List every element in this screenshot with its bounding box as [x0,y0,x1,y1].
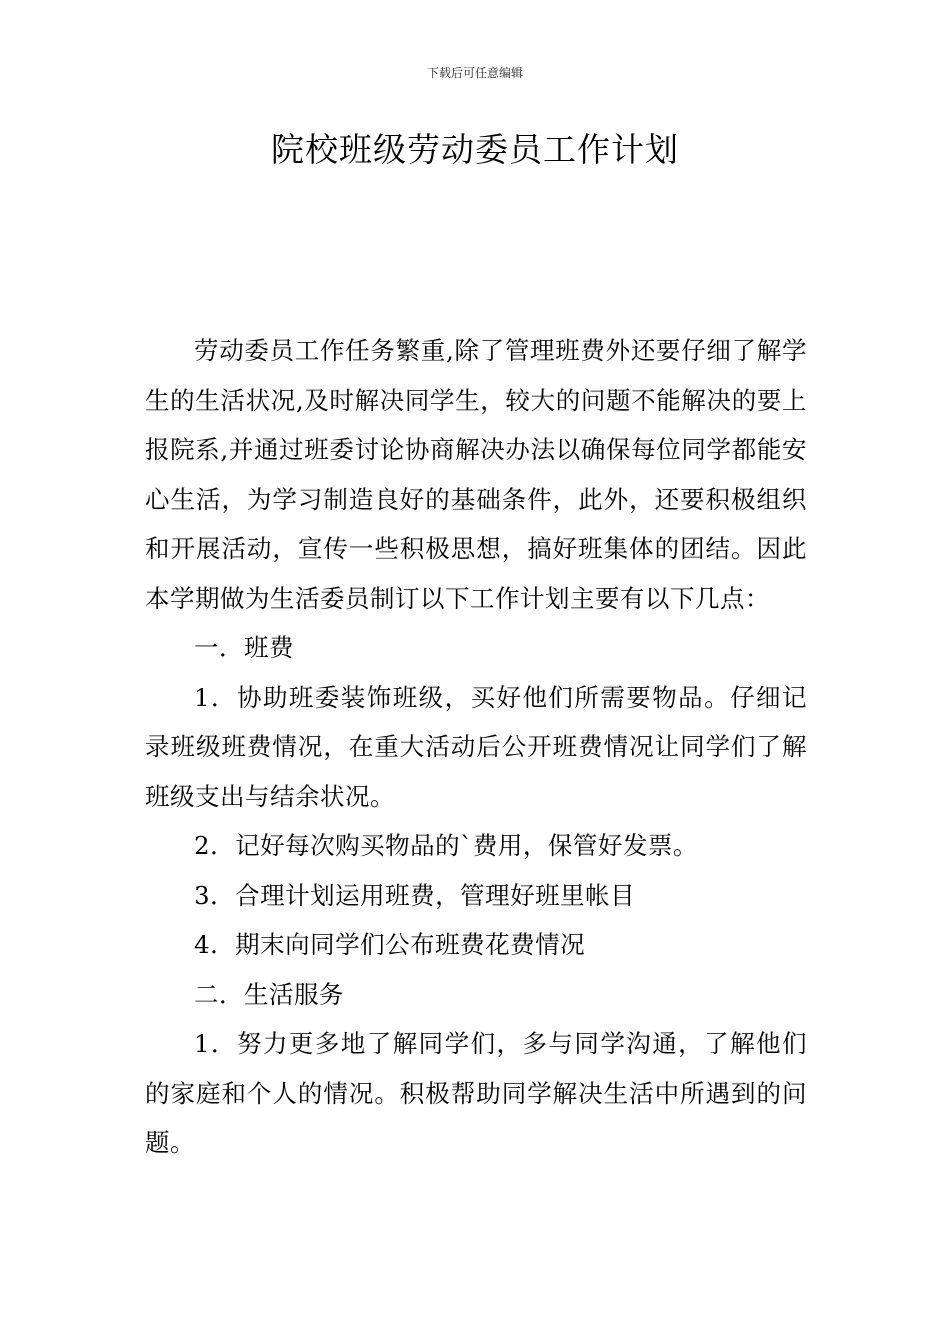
list-item: 3．合理计划运用班费，管理好班里帐目 [194,880,636,910]
header-note: 下载后可任意编辑 [426,66,523,80]
list-item: 4．期末向同学们公布班费花费情况 [194,930,586,959]
document-body [145,326,807,1168]
list-item: 2．记好每次购买物品的`费用，保管好发票。 [194,831,698,860]
intro-paragraph: 劳动委员工作任务繁重,除了管理班费外还要仔细了解学生的生活状况,及时解决同学生，较大的问题不能解决的要上报院系,并通过班委讨论协商解决办法以确保每位同学都能安心生活，为学习制造良好的基础条件，此外，还要积极组织和开展活动，宣传一些积极思想，搞好班集体的团结。因此本学期做为生活委员制订以下工作计划主要有以下几点： [145,336,807,613]
document-title: 院校班级劳动委员工作计划 [271,130,679,169]
list-item: 1．努力更多地了解同学们，多与同学沟通，了解他们的家庭和个人的情况。积极帮助同学解决生活中所遇到的问题。 [145,1029,807,1157]
list-item: 1．协助班委装饰班级，买好他们所需要物品。仔细记录班级班费情况，在重大活动后公开班费情况让同学们了解班级支出与结余状况。 [145,682,807,811]
section-heading-class-fee: 一．班费 [194,633,294,662]
section-heading-life-service: 二．生活服务 [194,979,344,1009]
